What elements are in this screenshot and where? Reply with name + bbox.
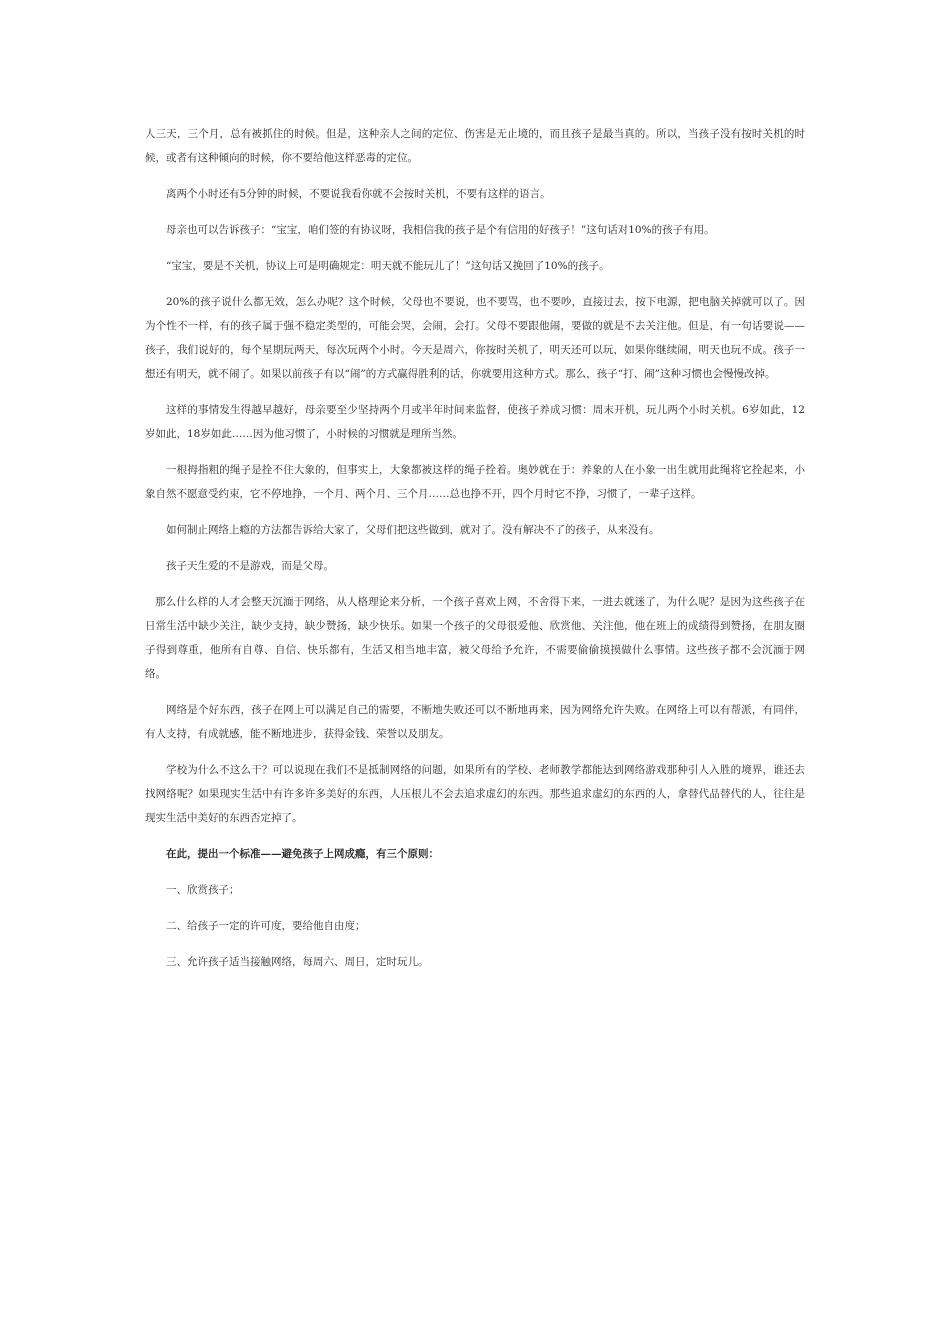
- paragraph-6: 这样的事情发生得越早越好，母亲要至少坚持两个月或半年时间来监督，使孩子养成习惯：周末开机，玩儿两个小时关机。6岁如此，12岁如此，18岁如此……因为他习惯了，小时候的习惯就是理所当然。: [145, 404, 805, 440]
- paragraph-12: 学校为什么不这么干？可以说现在我们不是抵制网络的问题，如果所有的学校、老师教学都能达到网络游戏那种引人入胜的境界，谁还去找网络呢？如果现实生活中有许多许多美好的东西，人压根儿不会去追求虚幻的东西。那些追求虚幻的东西的人，拿替代品替代的人，往往是现实生活中美好的东西否定掉了。: [145, 764, 805, 824]
- paragraph-10: 那么什么样的人才会整天沉湎于网络，从人格理论来分析，一个孩子喜欢上网，不舍得下来，一进去就迷了，为什么呢？是因为这些孩子在日常生活中缺少关注，缺少支持，缺少赞扬，缺少快乐。如果一个孩子的父母很爱他、欣赏他、关注他，他在班上的成绩得到赞扬，在朋友圈子得到尊重，他所有自尊、自信、快乐都有，生活又相当地丰富，被父母给予允许，不需要偷偷摸摸做什么事情。这些孩子都不会沉湎于网络。: [145, 596, 805, 680]
- paragraph-8: 如何制止网络上瘾的方法都告诉给大家了，父母们把这些做到，就对了。没有解决不了的孩子，从来没有。: [166, 524, 660, 536]
- paragraph-7: 一根拇指粗的绳子是拴不住大象的，但事实上，大象都被这样的绳子拴着。奥妙就在于：养象的人在小象一出生就用此绳将它拴起来，小象自然不愿意受约束，它不停地挣，一个月、两个月、三个月……总也挣不开，四个月时它不挣，习惯了，一辈子这样。: [145, 464, 805, 500]
- principle-2: 二、给孩子一定的许可度，要给他自由度；: [166, 920, 366, 932]
- paragraph-11: 网络是个好东西，孩子在网上可以满足自己的需要，不断地失败还可以不断地再来，因为网络允许失败。在网络上可以有帮派，有同伴，有人支持，有成就感，能不断地进步，获得金钱、荣誉以及朋友。: [145, 704, 805, 740]
- paragraph-3: 母亲也可以告诉孩子：“宝宝，咱们签的有协议呀，我相信我的孩子是个有信用的好孩子！”这句话对10%的孩子有用。: [166, 224, 715, 236]
- paragraph-9: 孩子天生爱的不是游戏，而是父母。: [166, 560, 334, 572]
- principle-1: 一、欣赏孩子；: [166, 884, 240, 896]
- paragraph-5: 20%的孩子说什么都无效，怎么办呢？这个时候，父母也不要说，也不要骂，也不要吵，直接过去，按下电源，把电脑关掉就可以了。因为个性不一样，有的孩子属于强不稳定类型的，可能会哭，会闹，会打。父母不要跟他闹，要做的就是不去关注他。但是，有一句话要说——孩子，我们说好的，每个星期玩两天，每次玩两个小时。今天是周六，你按时关机了，明天还可以玩，如果你继续闹，明天也玩不成。孩子一想还有明天，就不闹了。如果以前孩子有以“闹”的方式赢得胜利的话，你就要用这种方式。那么，孩子“打、闹”这种习惯也会慢慢改掉。: [145, 296, 805, 380]
- document-page: [145, 122, 805, 986]
- paragraph-1: 人三天，三个月，总有被抓住的时候。但是，这种亲人之间的定位、伤害是无止境的，而且孩子是最当真的。所以，当孩子没有按时关机的时候，或者有这种倾向的时候，你不要给他这样恶毒的定位。: [145, 128, 805, 164]
- principle-3: 三、允许孩子适当接触网络，每周六、周日，定时玩儿。: [166, 956, 429, 968]
- paragraph-2: 离两个小时还有5分钟的时候，不要说我看你就不会按时关机，不要有这样的语言。: [166, 188, 551, 200]
- principles-heading: 在此，提出一个标准——避免孩子上网成瘾，有三个原则：: [166, 848, 439, 860]
- paragraph-4: “宝宝，要是不关机，协议上可是明确规定：明天就不能玩儿了！”这句话又挽回了10%的孩子。: [166, 260, 610, 272]
